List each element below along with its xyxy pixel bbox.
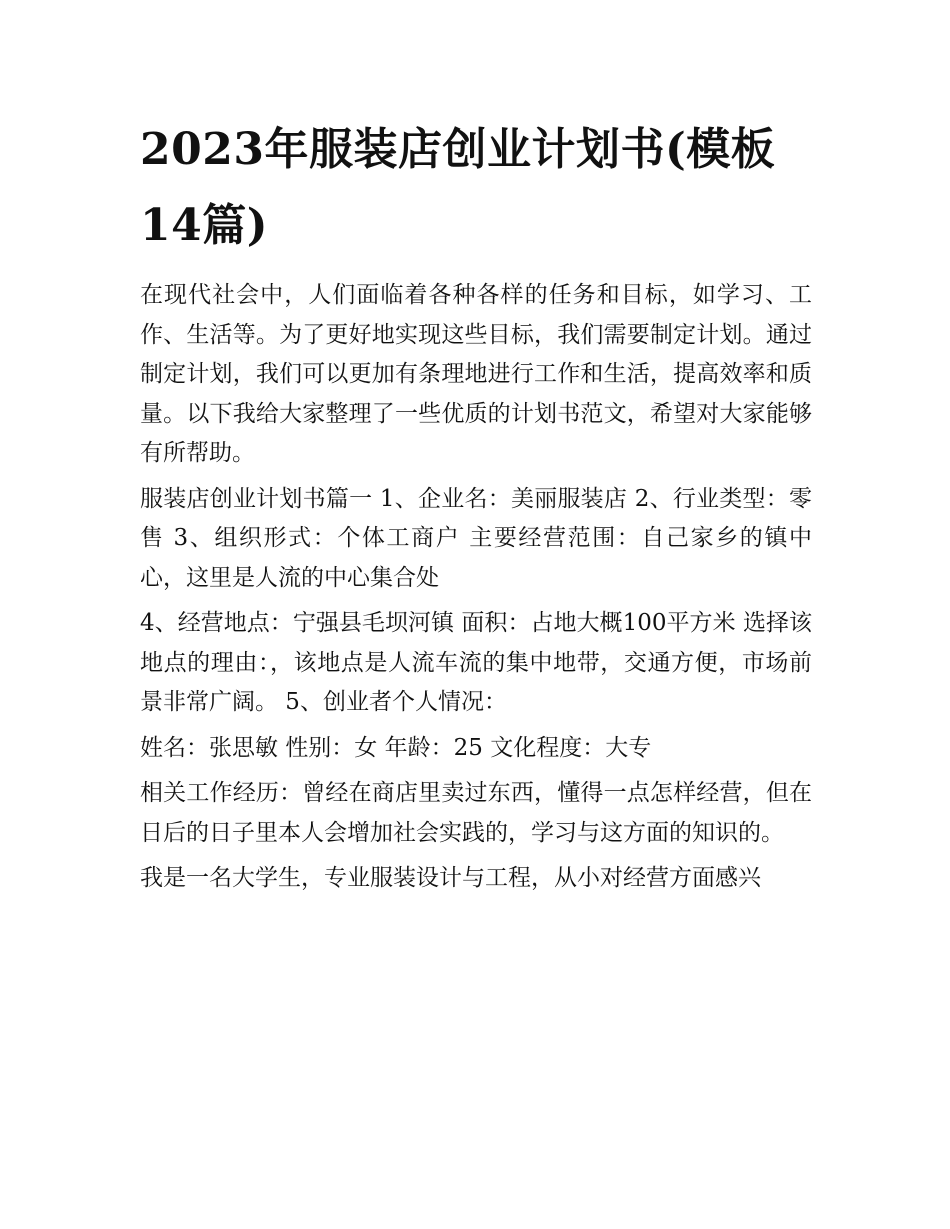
document-page	[140, 112, 812, 905]
paragraph-business-info: 服装店创业计划书篇一 1、企业名：美丽服装店 2、行业类型：零售 3、组织形式：个体工商户 主要经营范围：自己家乡的镇中心，这里是人流的中心集合处	[140, 485, 812, 591]
paragraph-work-experience: 相关工作经历：曾经在商店里卖过东西，懂得一点怎样经营，但在日后的日子里本人会增加社会实践的，学习与这方面的知识的。	[140, 780, 812, 846]
paragraph-location: 4、经营地点：宁强县毛坝河镇 面积：占地大概100平方米 选择该地点的理由：，该地点是人流车流的集中地带，交通方便，市场前景非常广阔。 5、创业者个人情况：	[140, 610, 812, 715]
paragraph-personal-info: 姓名：张思敏 性别：女 年龄：25 文化程度：大专	[140, 734, 652, 761]
document-title: 2023年服装店创业计划书(模板14篇)	[140, 124, 776, 251]
paragraph-self-intro: 我是一名大学生，专业服装设计与工程，从小对经营方面感兴	[140, 865, 761, 891]
intro-paragraph: 在现代社会中，人们面临着各种各样的任务和目标，如学习、工作、生活等。为了更好地实现这些目标，我们需要制定计划。通过制定计划，我们可以更加有条理地进行工作和生活，提高效率和质量。以下我给大家整理了一些优质的计划书范文，希望对大家能够有所帮助。	[140, 282, 812, 466]
